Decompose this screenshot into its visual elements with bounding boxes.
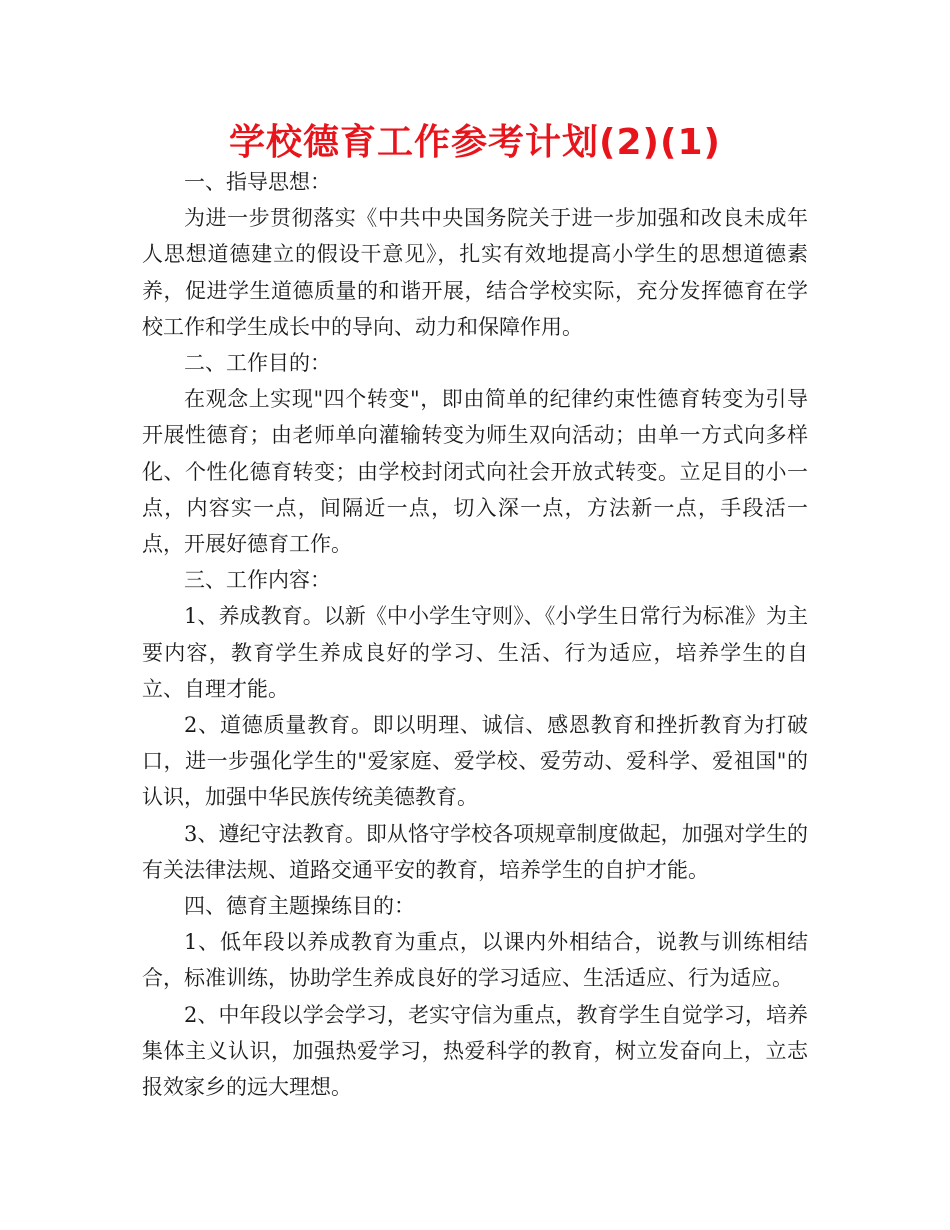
- paragraph-guiding-ideology: 为进一步贯彻落实《中共中央国务院关于进一步加强和改良未成年人思想道德建立的假设干意见》，扎实有效地提高小学生的思想道德素养，促进学生道德质量的和谐开展，结合学校实际，充分发挥德育在学校工作和学生成长中的导向、动力和保障作用。: [142, 206, 808, 339]
- paragraph-lower-grades: 1、低年段以养成教育为重点，以课内外相结合，说教与训练相结合，标准训练，协助学生养成良好的学习适应、生活适应、行为适应。: [142, 930, 808, 991]
- paragraph-work-goals: 在观念上实现"四个转变"，即由简单的纪律约束性德育转变为引导开展性德育；由老师单向灌输转变为师生双向活动；由单一方式向多样化、个性化德育转变；由学校封闭式向社会开放式转变。立足目的小一点，内容实一点，间隔近一点，切入深一点，方法新一点，手段活一点，开展好德育工作。: [142, 387, 808, 557]
- heading-guiding-ideology: 一、指导思想：: [184, 170, 331, 194]
- document-body: [142, 164, 808, 1105]
- paragraph-middle-grades: 2、中年段以学会学习，老实守信为重点，教育学生自觉学习，培养集体主义认识，加强热爱学习，热爱科学的教育，树立发奋向上，立志报效家乡的远大理想。: [142, 1002, 808, 1100]
- paragraph-law-education: 3、遵纪守法教育。即从恪守学校各项规章制度做起，加强对学生的有关法律法规、道路交通平安的教育，培养学生的自护才能。: [142, 821, 808, 882]
- document-title: 学校德育工作参考计划(2)(1): [229, 122, 721, 163]
- heading-theme-practice-goals: 四、德育主题操练目的：: [184, 894, 415, 919]
- paragraph-habit-education: 1、养成教育。以新《中小学生守则》、《小学生日常行为标准》为主要内容，教育学生养成良好的学习、生活、行为适应，培养学生的自立、自理才能。: [142, 604, 808, 701]
- heading-work-content: 三、工作内容：: [184, 568, 331, 593]
- paragraph-moral-education: 2、道德质量教育。即以明理、诚信、感恩教育和挫折教育为打破口，进一步强化学生的"爱家庭、爱学校、爱劳动、爱科学、爱祖国"的认识，加强中华民族传统美德教育。: [142, 713, 808, 810]
- heading-work-goals: 二、工作目的：: [184, 351, 331, 376]
